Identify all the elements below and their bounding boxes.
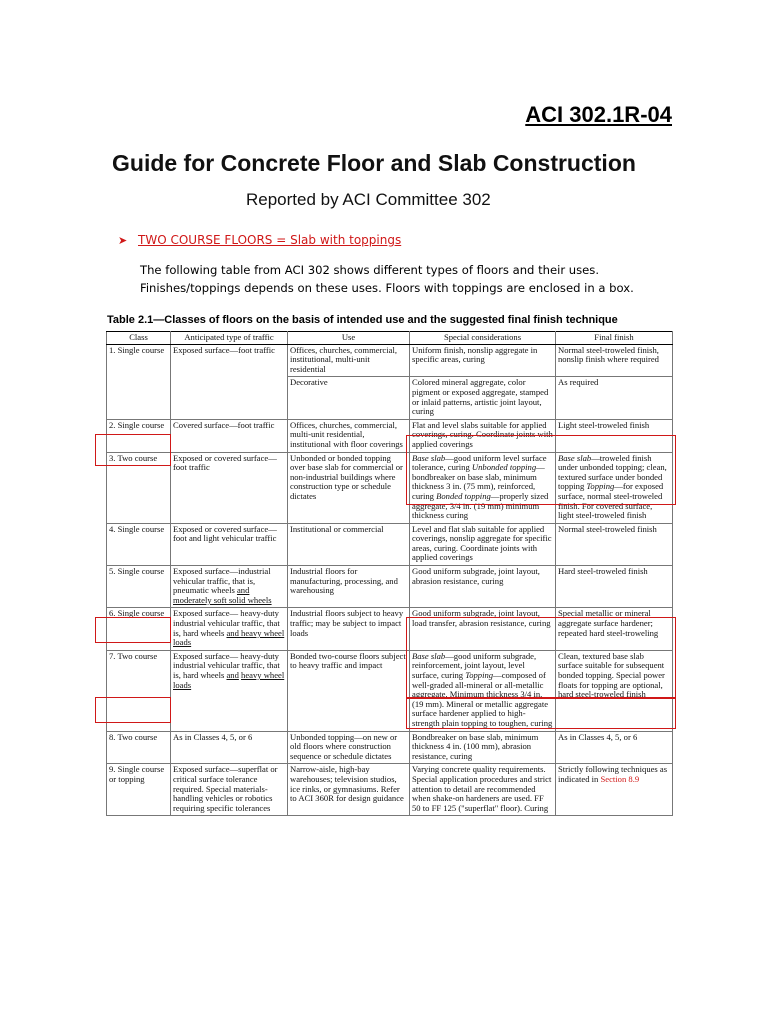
base-slab-label: Base slab bbox=[412, 650, 446, 661]
cell-finish: Hard steel-troweled finish bbox=[556, 566, 673, 608]
cell-special: Varying concrete quality requirements. Special application procedures and strict attention to detail are recommended when shake-on hardeners are used. FF 50 to FF 125 ("superflat" floor). Curing bbox=[410, 764, 556, 816]
traffic-underlined-2: moderately soft solid wheels bbox=[173, 594, 272, 605]
cell-use: Industrial floors for manufacturing, processing, and warehousing bbox=[288, 566, 410, 608]
cell-use: Decorative bbox=[288, 377, 410, 419]
cell-finish bbox=[556, 764, 673, 816]
cell-use: Offices, churches, commercial, institutional, multi-unit residential bbox=[288, 344, 410, 377]
intro-line-1: The following table from ACI 302 shows different types of floors and their uses. bbox=[140, 263, 600, 277]
traffic-underlined-1: and heavy wheel bbox=[226, 627, 285, 638]
cell-traffic bbox=[171, 566, 288, 608]
cell-special: Bondbreaker on base slab, minimum thickness 4 in. (100 mm), abrasion resistance, curing bbox=[410, 731, 556, 764]
cell-class: 4. Single course bbox=[107, 523, 171, 565]
header-class: Class bbox=[107, 332, 171, 345]
cell-traffic: Exposed or covered surface—foot traffic bbox=[171, 452, 288, 523]
header-special: Special considerations bbox=[410, 332, 556, 345]
cell-class: 5. Single course bbox=[107, 566, 171, 608]
traffic-underlined-2: heavy wheel loads bbox=[173, 670, 285, 690]
traffic-text: Exposed surface— heavy-duty industrial vehicular traffic, that is, hard wheels bbox=[173, 608, 280, 638]
traffic-text: Exposed surface—industrial vehicular traffic, that is, pneumatic wheels bbox=[173, 566, 271, 596]
highlight-box-class-7 bbox=[95, 617, 171, 643]
traffic-underlined-1: and bbox=[236, 585, 250, 596]
cell-traffic bbox=[171, 608, 288, 650]
topping-label: Topping bbox=[465, 670, 494, 680]
highlight-box-class-8 bbox=[95, 697, 171, 723]
base-slab-text: —good uniform level surface tolerance, curing bbox=[412, 452, 547, 473]
traffic-text: Exposed surface— heavy-duty industrial vehicular traffic, that is, hard wheels bbox=[173, 650, 280, 680]
cell-class: 3. Two course bbox=[107, 452, 171, 523]
cell-class: 7. Two course bbox=[107, 650, 171, 731]
traffic-underlined-1: and bbox=[226, 670, 239, 680]
table-row bbox=[107, 566, 673, 608]
floor-classes-table bbox=[106, 331, 673, 816]
table-row bbox=[107, 377, 673, 419]
topping-text: —composed of well-graded all-mineral or all-metallic aggregate. Minimum thickness 3/4 in. (19 mm). Mineral or metallic aggregate surface hardener applied to high-strength plain topping to toughen, curing bbox=[412, 670, 553, 728]
document-subtitle: Reported by ACI Committee 302 bbox=[246, 190, 491, 209]
cell-class: 2. Single course bbox=[107, 419, 171, 452]
cell-class bbox=[107, 377, 171, 419]
cell-special: Uniform finish, nonslip aggregate in specific areas, curing bbox=[410, 344, 556, 377]
unbonded-topping-label: Unbonded topping bbox=[471, 462, 537, 473]
cell-traffic: Covered surface—foot traffic bbox=[171, 419, 288, 452]
highlight-box-class-3 bbox=[95, 434, 171, 466]
cell-traffic bbox=[171, 377, 288, 419]
cell-finish: As in Classes 4, 5, or 6 bbox=[556, 731, 673, 764]
cell-special: Colored mineral aggregate, color pigment or exposed aggregate, stamped or inlaid patterns, artistic joint layout, curing bbox=[410, 377, 556, 419]
cell-use: Narrow-aisle, high-bay warehouses; television studios, ice rinks, or gymnasiums. Refer to ACI 360R for design guidance bbox=[288, 764, 410, 816]
cell-finish: Clean, textured base slab surface suitable for subsequent bonded topping. Special power floats for topping are optional, hard steel-troweled finish bbox=[556, 650, 673, 731]
cell-class: 1. Single course bbox=[107, 344, 171, 377]
cell-class: 9. Single course or topping bbox=[107, 764, 171, 816]
table-header-row bbox=[107, 332, 673, 345]
cell-use: Unbonded topping—on new or old floors where construction sequence or schedule dictates bbox=[288, 731, 410, 764]
intro-line-2: Finishes/toppings depends on these uses. Floors with toppings are enclosed in a box. bbox=[140, 281, 634, 295]
cell-use: Institutional or commercial bbox=[288, 523, 410, 565]
cell-special: Flat and level slabs suitable for applied coverings, curing. Coordinate joints with applied coverings bbox=[410, 419, 556, 452]
cell-use: Unbonded or bonded topping over base slab for commercial or non-industrial buildings where construction type or schedule dictates bbox=[288, 452, 410, 523]
cell-finish: Normal steel-troweled finish bbox=[556, 523, 673, 565]
cell-traffic: As in Classes 4, 5, or 6 bbox=[171, 731, 288, 764]
highlight-box-special-7 bbox=[406, 617, 676, 699]
cell-use: Offices, churches, commercial, multi-unit residential, institutional with floor coverings bbox=[288, 419, 410, 452]
table-row bbox=[107, 344, 673, 377]
intro-paragraph bbox=[140, 261, 634, 297]
cell-finish: Special metallic or mineral aggregate surface hardener; repeated hard steel-troweling bbox=[556, 608, 673, 650]
table-caption: Table 2.1—Classes of floors on the basis of intended use and the suggested final finish technique bbox=[107, 314, 618, 326]
traffic-underlined-2: loads bbox=[173, 637, 192, 648]
header-use: Use bbox=[288, 332, 410, 345]
cell-special: Good uniform subgrade, joint layout, load transfer, abrasion resistance, curing bbox=[410, 608, 556, 650]
bullet-text: TWO COURSE FLOORS = Slab with toppings bbox=[138, 233, 402, 247]
header-traffic: Anticipated type of traffic bbox=[171, 332, 288, 345]
finish-topping-label: Topping bbox=[586, 481, 615, 492]
cell-special: Good uniform subgrade, joint layout, abrasion resistance, curing bbox=[410, 566, 556, 608]
cell-traffic bbox=[171, 650, 288, 731]
table-row bbox=[107, 731, 673, 764]
header-finish: Final finish bbox=[556, 332, 673, 345]
bonded-topping-label: Bonded topping bbox=[436, 490, 491, 501]
cell-class: 8. Two course bbox=[107, 731, 171, 764]
finish-text: Strictly following techniques as indicated in bbox=[558, 764, 668, 784]
bonded-topping-text: —properly sized aggregate, 3/4 in. (19 mm) minimum thickness curing bbox=[412, 490, 549, 521]
cell-traffic: Exposed surface—foot traffic bbox=[171, 344, 288, 377]
section-reference: Section 8.9 bbox=[600, 773, 640, 784]
finish-base-label: Base slab bbox=[558, 452, 592, 463]
finish-base-text: —troweled finish under unbonded topping; clean, textured surface under bonded topping bbox=[558, 452, 667, 492]
cell-traffic: Exposed or covered surface—foot and light vehicular traffic bbox=[171, 523, 288, 565]
cell-finish: Light steel-troweled finish bbox=[556, 419, 673, 452]
cell-traffic: Exposed surface—superflat or critical surface tolerance required. Special materials-handling vehicles or robotics requiring specific tolerances bbox=[171, 764, 288, 816]
cell-use: Bonded two-course floors subject to heavy traffic and impact bbox=[288, 650, 410, 731]
bullet-line bbox=[118, 233, 401, 247]
base-slab-text: —good uniform subgrade, reinforcement, joint layout, level surface, curing bbox=[412, 650, 537, 680]
finish-topping-text: —for exposed surface, normal steel-troweled finish. For covered surface, light steel-troweled finish bbox=[558, 481, 664, 521]
arrow-bullet-icon: ➤ bbox=[118, 234, 128, 247]
unbonded-topping-text: —bondbreaker on base slab, minimum thickness 3 in. (75 mm), reinforced, curing bbox=[412, 462, 545, 501]
cell-finish: Normal steel-troweled finish, nonslip finish where required bbox=[556, 344, 673, 377]
document-code: ACI 302.1R-04 bbox=[525, 102, 672, 127]
cell-class: 6. Single course bbox=[107, 608, 171, 650]
base-slab-label: Base slab bbox=[412, 452, 446, 463]
cell-use: Industrial floors subject to heavy traffic; may be subject to impact loads bbox=[288, 608, 410, 650]
highlight-box-special-3 bbox=[406, 435, 676, 505]
cell-finish: As required bbox=[556, 377, 673, 419]
highlight-box-special-8 bbox=[406, 697, 676, 729]
table-row bbox=[107, 764, 673, 816]
table-row bbox=[107, 523, 673, 565]
cell-special: Level and flat slab suitable for applied coverings, nonslip aggregate for specific areas, curing. Coordinate joints with applied coverings bbox=[410, 523, 556, 565]
document-title: Guide for Concrete Floor and Slab Construction bbox=[112, 150, 636, 176]
